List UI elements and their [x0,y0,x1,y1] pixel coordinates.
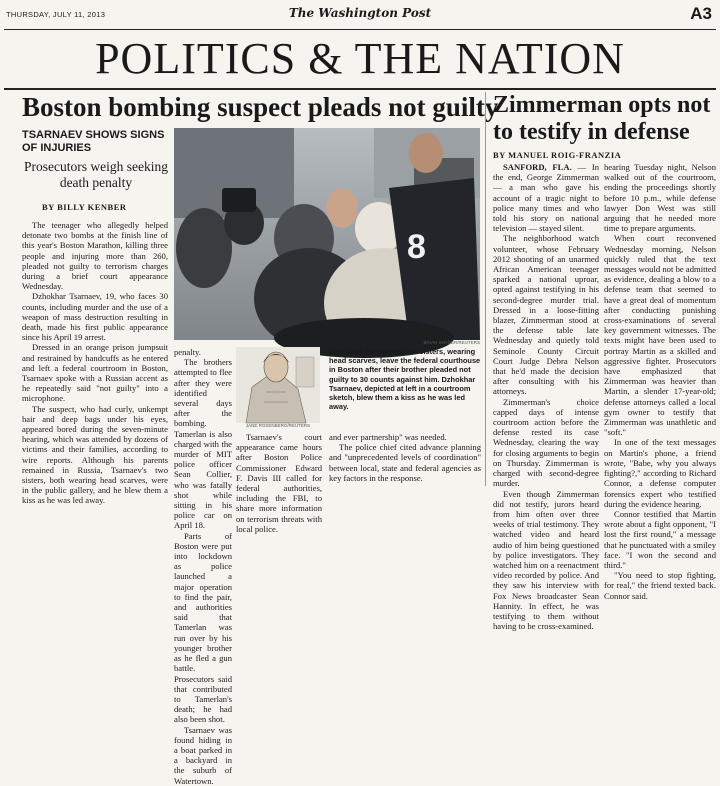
paragraph: The teenager who allegedly helped detonate two bombs at the finish line of this year's Boston Marathon, killing three people and injuring more than 260, pleaded not guilty to terrorism charges during a brief court appearance Wednesday. [22,220,168,292]
paragraph: The brothers attempted to flee after they were identified several days after the bombing. Tamerlan is also charged with the murder of MIT police officer Sean Collier, who was fatally shot while sitting in his police car on April 18. [174,357,232,531]
newspaper-logo: The Washington Post [288,6,432,20]
paragraph: The neighborhood watch volunteer, whose February 2012 shooting of an unarmed African American teenager sparked a national uproar, opted against testifying in his second-degree murder trial. Dressed in a loose-fitting blazer, Zimmerman stood at the defense table late Wednesday and quietly told Seminole County Circuit Court Judge Debra Nelson that he'd made the decision after consulting with his attorneys. [493,233,599,397]
story-kicker: TSARNAEV SHOWS SIGNS OF INJURIES [22,129,165,154]
page-number: A3 [690,4,712,23]
paragraph: Zimmerman's choice capped days of intense courtroom action before the defense rested its case Wednesday, clearing the way for closing arguments to begin on Thursday. Zimmerman is charged with second-degree murder. [493,396,599,489]
paragraph: In one of the text messages on Martin's phone, a friend wrote, "Babe, why you always fighting?," according to Richard Connor, a defense computer forensics expert who testified during the evidence hearing. [604,437,716,509]
paragraph-text: — In the end, George Zimmerman — a man who gave his account of a tragic night to police many times and who told his story on national television — stayed silent. [493,162,600,234]
paragraph: When court reconvened Wednesday morning, Nelson quickly ruled that the text messages would not be admitted as evidence, dealing a blow to a defense team that seemed to have a great deal of momentum after conducting punishing cross-examinations of several key government witnesses. The texts might have been used to portray Martin as a skilled and aggressive fighter. Prosecutors have emphasized that Zimmerman was heavier than Martin, a slender 17-year-old; defense attorneys called a local gym owner to testify that Zimmerman was unathletic and "soft." [604,233,716,438]
svg-text:8: 8 [407,228,426,266]
photo-caption: Dzhokhar Tsarnaev's two sisters, wearing head scarves, leave the federal courthouse in Boston after their brother pleaded not guilty to 30 counts against him. Dzhokhar Tsarnaev, depicted at left in a courtroom sketch, blew them a kiss as he was led away. [329,347,481,412]
paragraph: Tsarnaev was found hiding in a boat parked in a backyard in the suburb of Watertown. [174,724,232,786]
issue-date: THURSDAY, JULY 11, 2013 [6,10,106,19]
paragraph: Dzhokhar Tsarnaev, 19, who faces 30 counts, including murder and the use of a weapon of mass destruction resulting in death, made his first public appearance since his April 19 arrest. [22,291,168,343]
right-story-column-2 [604,162,716,601]
dateline: SANFORD, FLA. [503,162,572,172]
right-story-column-1 [493,162,600,632]
paragraph: and ever partnership" was needed. [329,432,447,442]
story-deck: Prosecutors weigh seeking death penalty [24,159,168,190]
left-story-column-4 [329,432,481,486]
column-divider [485,92,486,486]
masthead [0,0,720,30]
left-byline: BY BILLY KENBER [42,202,127,212]
news-photo [174,128,480,340]
sketch-image [236,347,320,423]
left-headline: Boston bombing suspect pleads not guilty [22,92,499,122]
left-story-column-2 [174,347,232,786]
photo-credit: BRIAN SNYDER/REUTERS [423,340,480,345]
section-title: POLITICS & THE NATION [95,34,625,83]
sketch-credit: JANE ROSENBERG/REUTERS [245,423,311,428]
photo-image [174,128,480,340]
paragraph: Dressed in an orange prison jumpsuit and restrained by handcuffs as he entered and left a federal courtroom in Boston, Tsarnaev spoke with a Russian accent as he repeatedly said "not guilty" into a microphone. [22,342,168,404]
left-story-column-3 [236,432,322,534]
paragraph: "You need to stop fighting, for real," the friend texted back. Connor said. [604,570,716,601]
paragraph: Even though Zimmerman did not testify, jurors heard from him often over three weeks of trial testimony. They watched video and heard audio of him being questioned by police investigators. They watched him on a reenactment video recorded by police. And they saw his interview with Fox News broadcaster Sean Hannity. In effect, he was testifying to them without having to be cross-examined. [493,488,599,632]
paragraph: The police chief cited advance planning and "unprecedented levels of coordination" between local, state and federal agencies as key factors in the response. [329,442,481,483]
paragraph: The suspect, who had curly, unkempt hair and deep bags under his eyes, appeared bored during the seven-minute hearing, which was attended by dozens of victims and their families, according to wire reports. Although his parents remained in Russia, Tsarnaev's two sisters, both wearing head scarves, were in the public gallery, and he blew them a kiss as he was led away. [22,403,168,506]
paragraph: Connor testified that Martin wrote about a fight opponent, "I lost the first round," a message that he punctuated with a smiley face. "I won the second and third." [604,508,716,570]
paragraph: penalty. [174,347,201,357]
masthead-rule [4,29,716,30]
right-byline: BY MANUEL ROIG-FRANZIA [493,150,622,160]
courtroom-sketch [236,347,320,423]
right-headline: Zimmerman opts not to testify in defense [493,92,711,145]
paragraph [493,162,599,233]
left-story-column-1 [22,220,168,506]
paragraph: hearing Tuesday night, Nelson walked out of the courtroom, ending the proceedings shortly before 10 p.m., while defense lawyer Don West was still arguing that he needed more time to prepare arguments. [604,162,716,234]
paragraph: Tsarnaev's court appearance came hours after Boston Police Commissioner Edward F. Davis III called for federal authorities, including the FBI, to share more information on terrorism threats with local police. [236,432,322,534]
paragraph: Parts of Boston were put into lockdown as police launched a major operation to find the pair, and authorities said that Tamerlan was run over by his younger brother as he fled a gun battle. Prosecutors said that contributed to Tamerlan's death; he had also been shot. [174,530,232,725]
